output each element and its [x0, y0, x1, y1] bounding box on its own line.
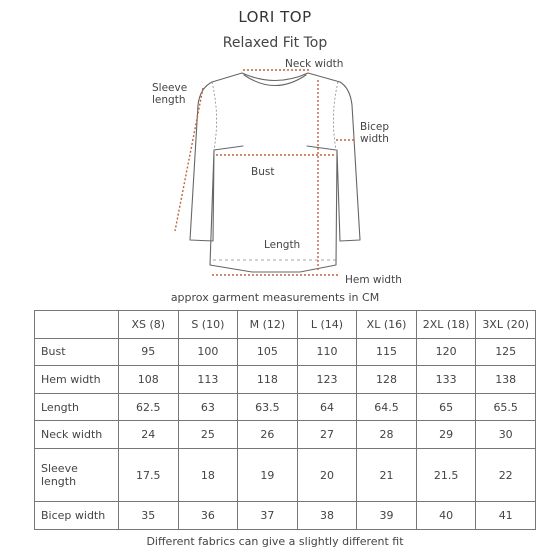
size-header: L (14) [297, 311, 357, 339]
table-cell: 36 [178, 502, 238, 530]
bicep-width-label [360, 121, 389, 145]
bust-label: Bust [251, 166, 275, 178]
sleeve-length-measure [175, 88, 203, 231]
table-cell: 115 [357, 338, 417, 366]
sleeve-label-line2: length [152, 94, 186, 106]
armhole-stitch-left [212, 82, 217, 150]
table-cell: 62.5 [119, 393, 179, 421]
size-chart-table [34, 310, 536, 530]
sleeve-length-label [152, 82, 187, 106]
page-subtitle: Relaxed Fit Top [222, 35, 328, 51]
table-cell: 35 [119, 502, 179, 530]
neck-width-label: Neck width [285, 58, 344, 70]
table-cell: 123 [297, 366, 357, 394]
size-header: S (10) [178, 311, 238, 339]
table-cell: 65 [416, 393, 476, 421]
size-header: 2XL (18) [416, 311, 476, 339]
table-cell: 105 [238, 338, 298, 366]
table-cell: 110 [297, 338, 357, 366]
hem-width-label: Hem width [345, 274, 402, 286]
table-row [35, 366, 536, 394]
table-cell: 128 [357, 366, 417, 394]
row-label: Neck width [35, 421, 119, 449]
row-label: Bicep width [35, 502, 119, 530]
table-cell: 21 [357, 449, 417, 502]
table-cell: 38 [297, 502, 357, 530]
size-header: XL (16) [357, 311, 417, 339]
table-row [35, 338, 536, 366]
table-cell: 20 [297, 449, 357, 502]
table-cell: 100 [178, 338, 238, 366]
table-corner-cell [35, 311, 119, 339]
bicep-label-line2: width [360, 133, 389, 145]
table-cell: 113 [178, 366, 238, 394]
table-cell: 24 [119, 421, 179, 449]
table-cell: 125 [476, 338, 536, 366]
table-cell: 40 [416, 502, 476, 530]
table-cell: 64.5 [357, 393, 417, 421]
table-cell: 30 [476, 421, 536, 449]
table-cell: 118 [238, 366, 298, 394]
table-cell: 18 [178, 449, 238, 502]
table-cell: 133 [416, 366, 476, 394]
row-label: Hem width [35, 366, 119, 394]
fit-note: Different fabrics can give a slightly different fit [146, 535, 404, 548]
table-cell: 22 [476, 449, 536, 502]
sleeve-label-line1: Sleeve [152, 82, 188, 94]
table-cell: 65.5 [476, 393, 536, 421]
table-cell: 64 [297, 393, 357, 421]
table-cell: 41 [476, 502, 536, 530]
table-cell: 138 [476, 366, 536, 394]
table-cell: 17.5 [119, 449, 179, 502]
table-cell: 29 [416, 421, 476, 449]
page-title: LORI TOP [238, 8, 312, 26]
table-cell: 25 [178, 421, 238, 449]
table-row [35, 421, 536, 449]
table-row [35, 502, 536, 530]
size-header: M (12) [238, 311, 298, 339]
table-row [35, 449, 536, 502]
measurement-caption: approx garment measurements in CM [170, 291, 380, 304]
length-label: Length [264, 239, 301, 251]
table-cell: 27 [297, 421, 357, 449]
bicep-label-line1: Bicep [360, 121, 390, 133]
size-header: XS (8) [119, 311, 179, 339]
table-cell: 39 [357, 502, 417, 530]
table-row [35, 393, 536, 421]
size-header: 3XL (20) [476, 311, 536, 339]
table-cell: 26 [238, 421, 298, 449]
table-cell: 21.5 [416, 449, 476, 502]
table-cell: 37 [238, 502, 298, 530]
table-cell: 108 [119, 366, 179, 394]
table-cell: 95 [119, 338, 179, 366]
table-cell: 28 [357, 421, 417, 449]
row-label: Sleeve length [35, 449, 119, 502]
bust-dart-right [307, 146, 336, 150]
row-label: Bust [35, 338, 119, 366]
table-cell: 63 [178, 393, 238, 421]
row-label: Length [35, 393, 119, 421]
table-cell: 120 [416, 338, 476, 366]
table-cell: 19 [238, 449, 298, 502]
bust-dart-left [214, 146, 243, 150]
table-cell: 63.5 [238, 393, 298, 421]
table-header-row [35, 311, 536, 339]
